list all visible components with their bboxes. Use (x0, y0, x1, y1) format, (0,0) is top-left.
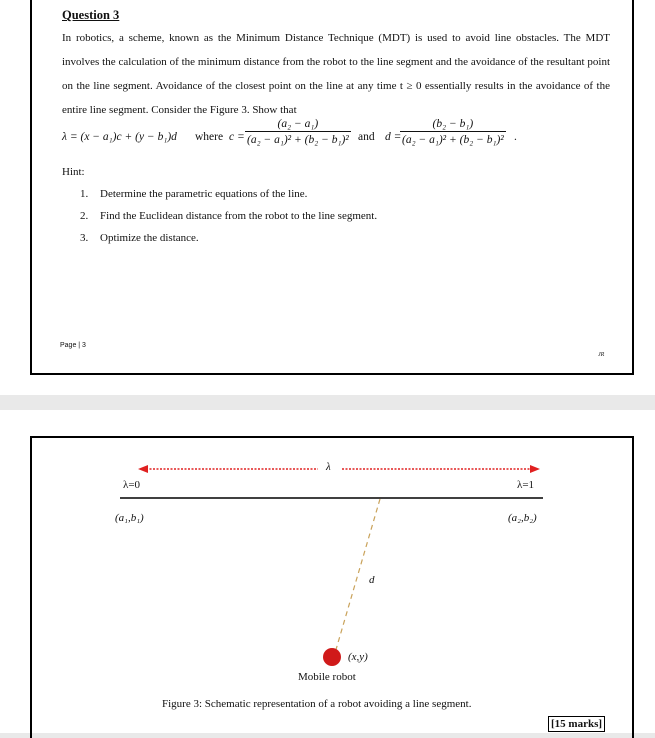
author-initials: JR (598, 352, 605, 358)
robot-label: Mobile robot (298, 671, 356, 683)
hint-text: Optimize the distance. (100, 232, 199, 244)
question-title: Question 3 (62, 8, 120, 22)
formula-d-numerator: (b₂ − b₁) (432, 118, 474, 130)
hint-text: Find the Euclidean distance from the robot to the line segment. (100, 210, 378, 222)
formula-where: where (195, 131, 224, 143)
lambda-zero-label: λ=0 (123, 479, 141, 491)
lambda-arrow (138, 465, 540, 473)
formula-c-denominator: (a₂ − a₁)² + (b₂ − b₁)² (247, 134, 349, 146)
lambda-arrow-label: λ (326, 461, 331, 473)
hint-number: 1. (80, 188, 89, 200)
robot-coordinates: (x,y) (348, 651, 368, 663)
formula-c-numerator: (a₂ − a₁) (277, 118, 319, 130)
lambda-one-label: λ=1 (517, 479, 535, 491)
mobile-robot (323, 648, 341, 666)
lambda-arrow-left-head (138, 465, 148, 473)
formula-lhs: λ = (x − a₁)c + (y − b₁)d (62, 131, 177, 143)
hint-text: Determine the parametric equations of the line. (100, 188, 308, 200)
page-number: Page | 3 (60, 342, 86, 349)
distance-label: d (369, 574, 375, 586)
formula-d-label: d = (385, 131, 402, 143)
point-a2-b2: (a₂,b₂) (508, 512, 537, 524)
hint-label: Hint: (62, 166, 85, 178)
marks-badge: [15 marks] (548, 716, 605, 732)
formula-end: . (514, 131, 517, 143)
point-a1-b1: (a₁,b₁) (115, 512, 144, 524)
hint-number: 2. (80, 210, 89, 222)
figure-caption: Figure 3: Schematic representation of a robot avoiding a line segment. (162, 698, 472, 710)
question-paragraph: In robotics, a scheme, known as the Minimum Distance Technique (MDT) is used to avoid line obstacles. The MDT involves the calculation of the minimum distance from the robot to the line segment and the avoidance of the resultant point on the line segment. Avoidance of the closest point on the line at any time t ≥ 0 essentially results in the avoidance of the entire line segment. Consider the Figure 3. Show that (62, 32, 610, 116)
lambda-arrow-right-head (530, 465, 540, 473)
formula-d-denominator: (a₂ − a₁)² + (b₂ − b₁)² (402, 134, 504, 146)
formula-and: and (358, 131, 375, 143)
hint-number: 3. (80, 232, 89, 244)
formula-c-label: c = (229, 131, 245, 143)
